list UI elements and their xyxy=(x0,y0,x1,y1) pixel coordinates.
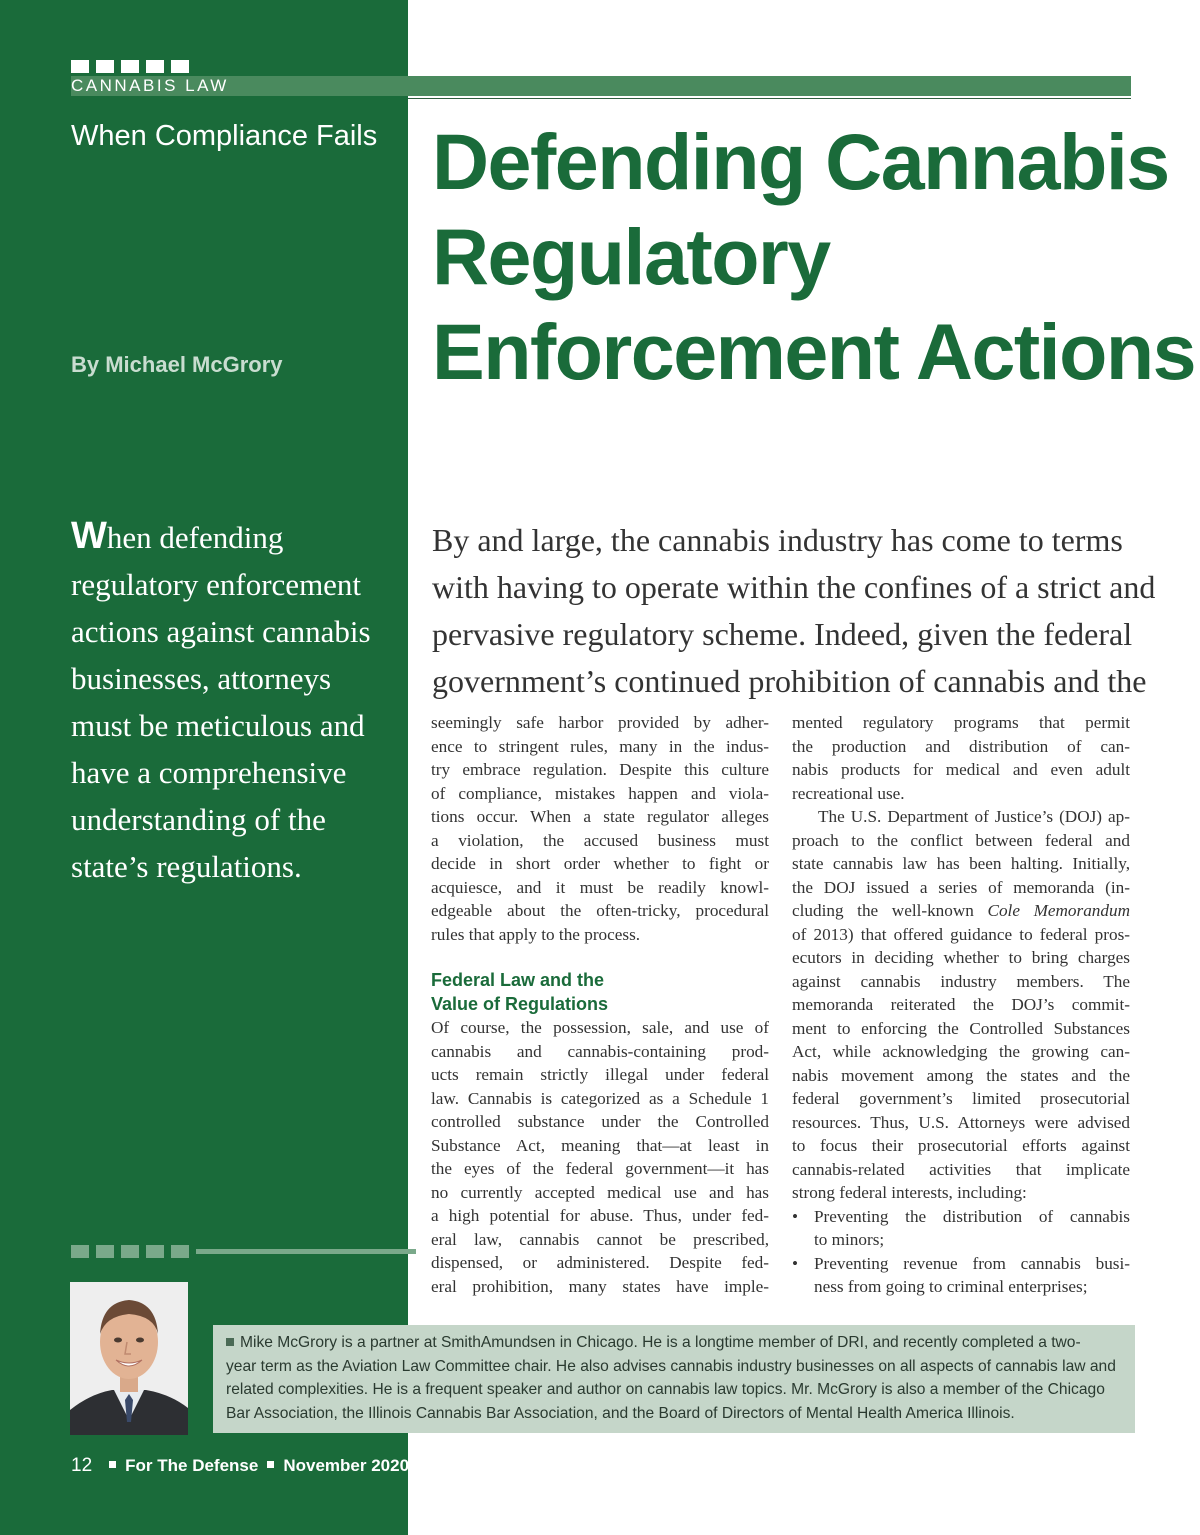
body-line: decide in short order whether to fight or xyxy=(431,854,769,873)
body-line: try embrace regulation. Despite this culture xyxy=(431,760,769,779)
body-column-1 xyxy=(431,711,769,1298)
pullquote-line: businesses, attorneys xyxy=(71,661,332,696)
body-line: state cannabis law has been halting. Initially, xyxy=(792,854,1130,873)
body-line: eral law, cannabis cannot be prescribed, xyxy=(431,1229,769,1249)
bio-line: related complexities. He is a frequent speaker and author on cannabis law topics. Mr. McGrory is also a member of the Chicago xyxy=(226,1381,1105,1398)
paragraph xyxy=(431,1016,769,1298)
body-line: rules that apply to the process. xyxy=(431,924,641,944)
body-line: ment to enforcing the Controlled Substances xyxy=(792,1018,1130,1038)
body-line: ence to stringent rules, many in the indus- xyxy=(431,736,769,756)
author-photo xyxy=(70,1282,188,1435)
pull-quote xyxy=(71,513,391,890)
body-line: seemingly safe harbor provided by adher- xyxy=(431,713,769,732)
drop-cap: W xyxy=(71,515,107,557)
bullet-item xyxy=(792,1252,1130,1299)
body-line: a violation, the accused business must xyxy=(431,830,769,850)
page-footer xyxy=(71,1455,409,1477)
body-line xyxy=(792,899,1130,923)
issue-date: November 2020 xyxy=(283,1456,410,1475)
section-label: CANNABIS LAW xyxy=(71,76,229,95)
body-line: recreational use. xyxy=(792,783,905,803)
pullquote-line: state’s regulations. xyxy=(71,849,302,884)
header-divider xyxy=(408,98,1131,99)
body-column-2 xyxy=(792,711,1130,1299)
body-line: the DOJ issued a series of memoranda (in- xyxy=(792,877,1130,897)
byline: By Michael McGrory xyxy=(71,352,283,377)
cole-memorandum-title: Cole Memorandum xyxy=(987,901,1131,920)
body-line: memoranda reiterated the DOJ’s commit- xyxy=(792,995,1130,1014)
body-text: cluding the well-known xyxy=(792,901,988,920)
body-line: edgeable about the often-tricky, procedural xyxy=(431,901,769,920)
body-line: federal government’s limited prosecutorial xyxy=(792,1089,1130,1108)
page-number: 12 xyxy=(71,1455,93,1476)
body-line: to minors; xyxy=(814,1230,885,1249)
subhead-line: Federal Law and the xyxy=(431,970,605,990)
body-line: to focus their prosecutorial efforts against xyxy=(792,1136,1130,1155)
lead-paragraph xyxy=(432,517,1156,705)
bio-line xyxy=(226,1331,1126,1355)
section-subhead xyxy=(431,968,769,1016)
body-line: no currently accepted medical use and has xyxy=(431,1182,769,1202)
lead-line: government’s continued prohibition of cannabis and the xyxy=(432,663,1147,699)
kicker: When Compliance Fails xyxy=(71,120,378,152)
body-line: Preventing the distribution of cannabis xyxy=(814,1206,1130,1226)
body-line: law. Cannabis is categorized as a Schedule 1 xyxy=(431,1088,769,1108)
body-line: resources. Thus, U.S. Attorneys were advised xyxy=(792,1112,1130,1132)
title-line: Enforcement Actions xyxy=(432,307,1196,396)
article-title xyxy=(432,114,1196,399)
body-line: against cannabis industry members. The xyxy=(792,971,1130,991)
square-separator-icon xyxy=(109,1461,116,1468)
pullquote-line: understanding of the xyxy=(71,802,326,837)
bio-text: Mike McGrory is a partner at SmithAmundsen in Chicago. He is a longtime member of DRI, and recently completed a two- xyxy=(240,1334,1081,1351)
bullet-icon: • xyxy=(792,1253,799,1273)
lead-line: By and large, the cannabis industry has come to terms xyxy=(432,522,1123,558)
pullquote-line: must be meticulous and xyxy=(71,708,365,743)
title-line: Regulatory xyxy=(432,212,830,301)
bullet-icon: • xyxy=(792,1206,799,1226)
body-line: the eyes of the federal government—it has xyxy=(431,1159,769,1178)
body-line: cannabis and cannabis-containing prod- xyxy=(431,1041,769,1061)
square-bullet-icon xyxy=(226,1338,234,1346)
lead-line: with having to operate within the confines of a strict and xyxy=(432,569,1156,605)
bio-line: Bar Association, the Illinois Cannabis Bar Association, and the Board of Directors of Mental Health America Illinois. xyxy=(226,1404,1015,1422)
body-line: eral prohibition, many states have imple- xyxy=(431,1276,769,1296)
body-line: Substance Act, meaning that—at least in xyxy=(431,1135,769,1155)
section-squares-icon xyxy=(71,60,189,73)
body-line: nabis movement among the states and the xyxy=(792,1065,1130,1085)
bio-line: year term as the Aviation Law Committee chair. He also advises cannabis industry businesses on all aspects of cannabis law and xyxy=(226,1357,1116,1375)
subhead-line: Value of Regulations xyxy=(431,994,609,1014)
body-line: ness from going to criminal enterprises; xyxy=(814,1277,1088,1296)
pullquote-line: actions against cannabis xyxy=(71,614,371,649)
square-separator-icon xyxy=(267,1461,274,1468)
paragraph xyxy=(431,711,769,946)
paragraph xyxy=(792,711,1130,805)
body-line: Of course, the possession, sale, and use of xyxy=(431,1018,769,1037)
publication-name: For The Defense xyxy=(125,1456,259,1475)
title-line: Defending Cannabis xyxy=(432,117,1169,206)
bullet-item xyxy=(792,1205,1130,1252)
body-line: ecutors in deciding whether to bring charges xyxy=(792,948,1130,967)
lead-line: pervasive regulatory scheme. Indeed, given the federal xyxy=(432,616,1133,652)
body-line: controlled substance under the Controlled xyxy=(431,1112,769,1131)
body-line: nabis products for medical and even adult xyxy=(792,760,1130,779)
body-line: The U.S. Department of Justice’s (DOJ) ap- xyxy=(818,807,1130,826)
body-line: of 2013) that offered guidance to federal pros- xyxy=(792,924,1130,944)
body-line: cannabis-related activities that implicate xyxy=(792,1159,1130,1179)
section-rule xyxy=(71,76,1131,96)
pullquote-line: hen defending xyxy=(106,520,284,555)
body-line: mented regulatory programs that permit xyxy=(792,713,1130,732)
pullquote-line: regulatory enforcement xyxy=(71,567,362,602)
body-line: a high potential for abuse. Thus, under fed- xyxy=(431,1206,769,1225)
body-line: proach to the conflict between federal and xyxy=(792,830,1130,850)
body-line: ucts remain strictly illegal under federal xyxy=(431,1065,769,1084)
body-line: of compliance, mistakes happen and viola- xyxy=(431,783,769,803)
decorative-squares-icon xyxy=(71,1245,416,1258)
author-bio-box xyxy=(213,1325,1135,1433)
body-line: Act, while acknowledging the growing can- xyxy=(792,1042,1130,1061)
body-line: acquiesce, and it must be readily knowl- xyxy=(431,877,769,897)
body-line: tions occur. When a state regulator alleges xyxy=(431,807,769,826)
body-line: dispensed, or administered. Despite fed- xyxy=(431,1253,769,1272)
body-line: strong federal interests, including: xyxy=(792,1183,1027,1202)
body-line: the production and distribution of can- xyxy=(792,736,1130,756)
paragraph xyxy=(792,805,1130,1205)
body-line: Preventing revenue from cannabis busi- xyxy=(814,1253,1130,1273)
pullquote-line: have a comprehensive xyxy=(71,755,347,790)
